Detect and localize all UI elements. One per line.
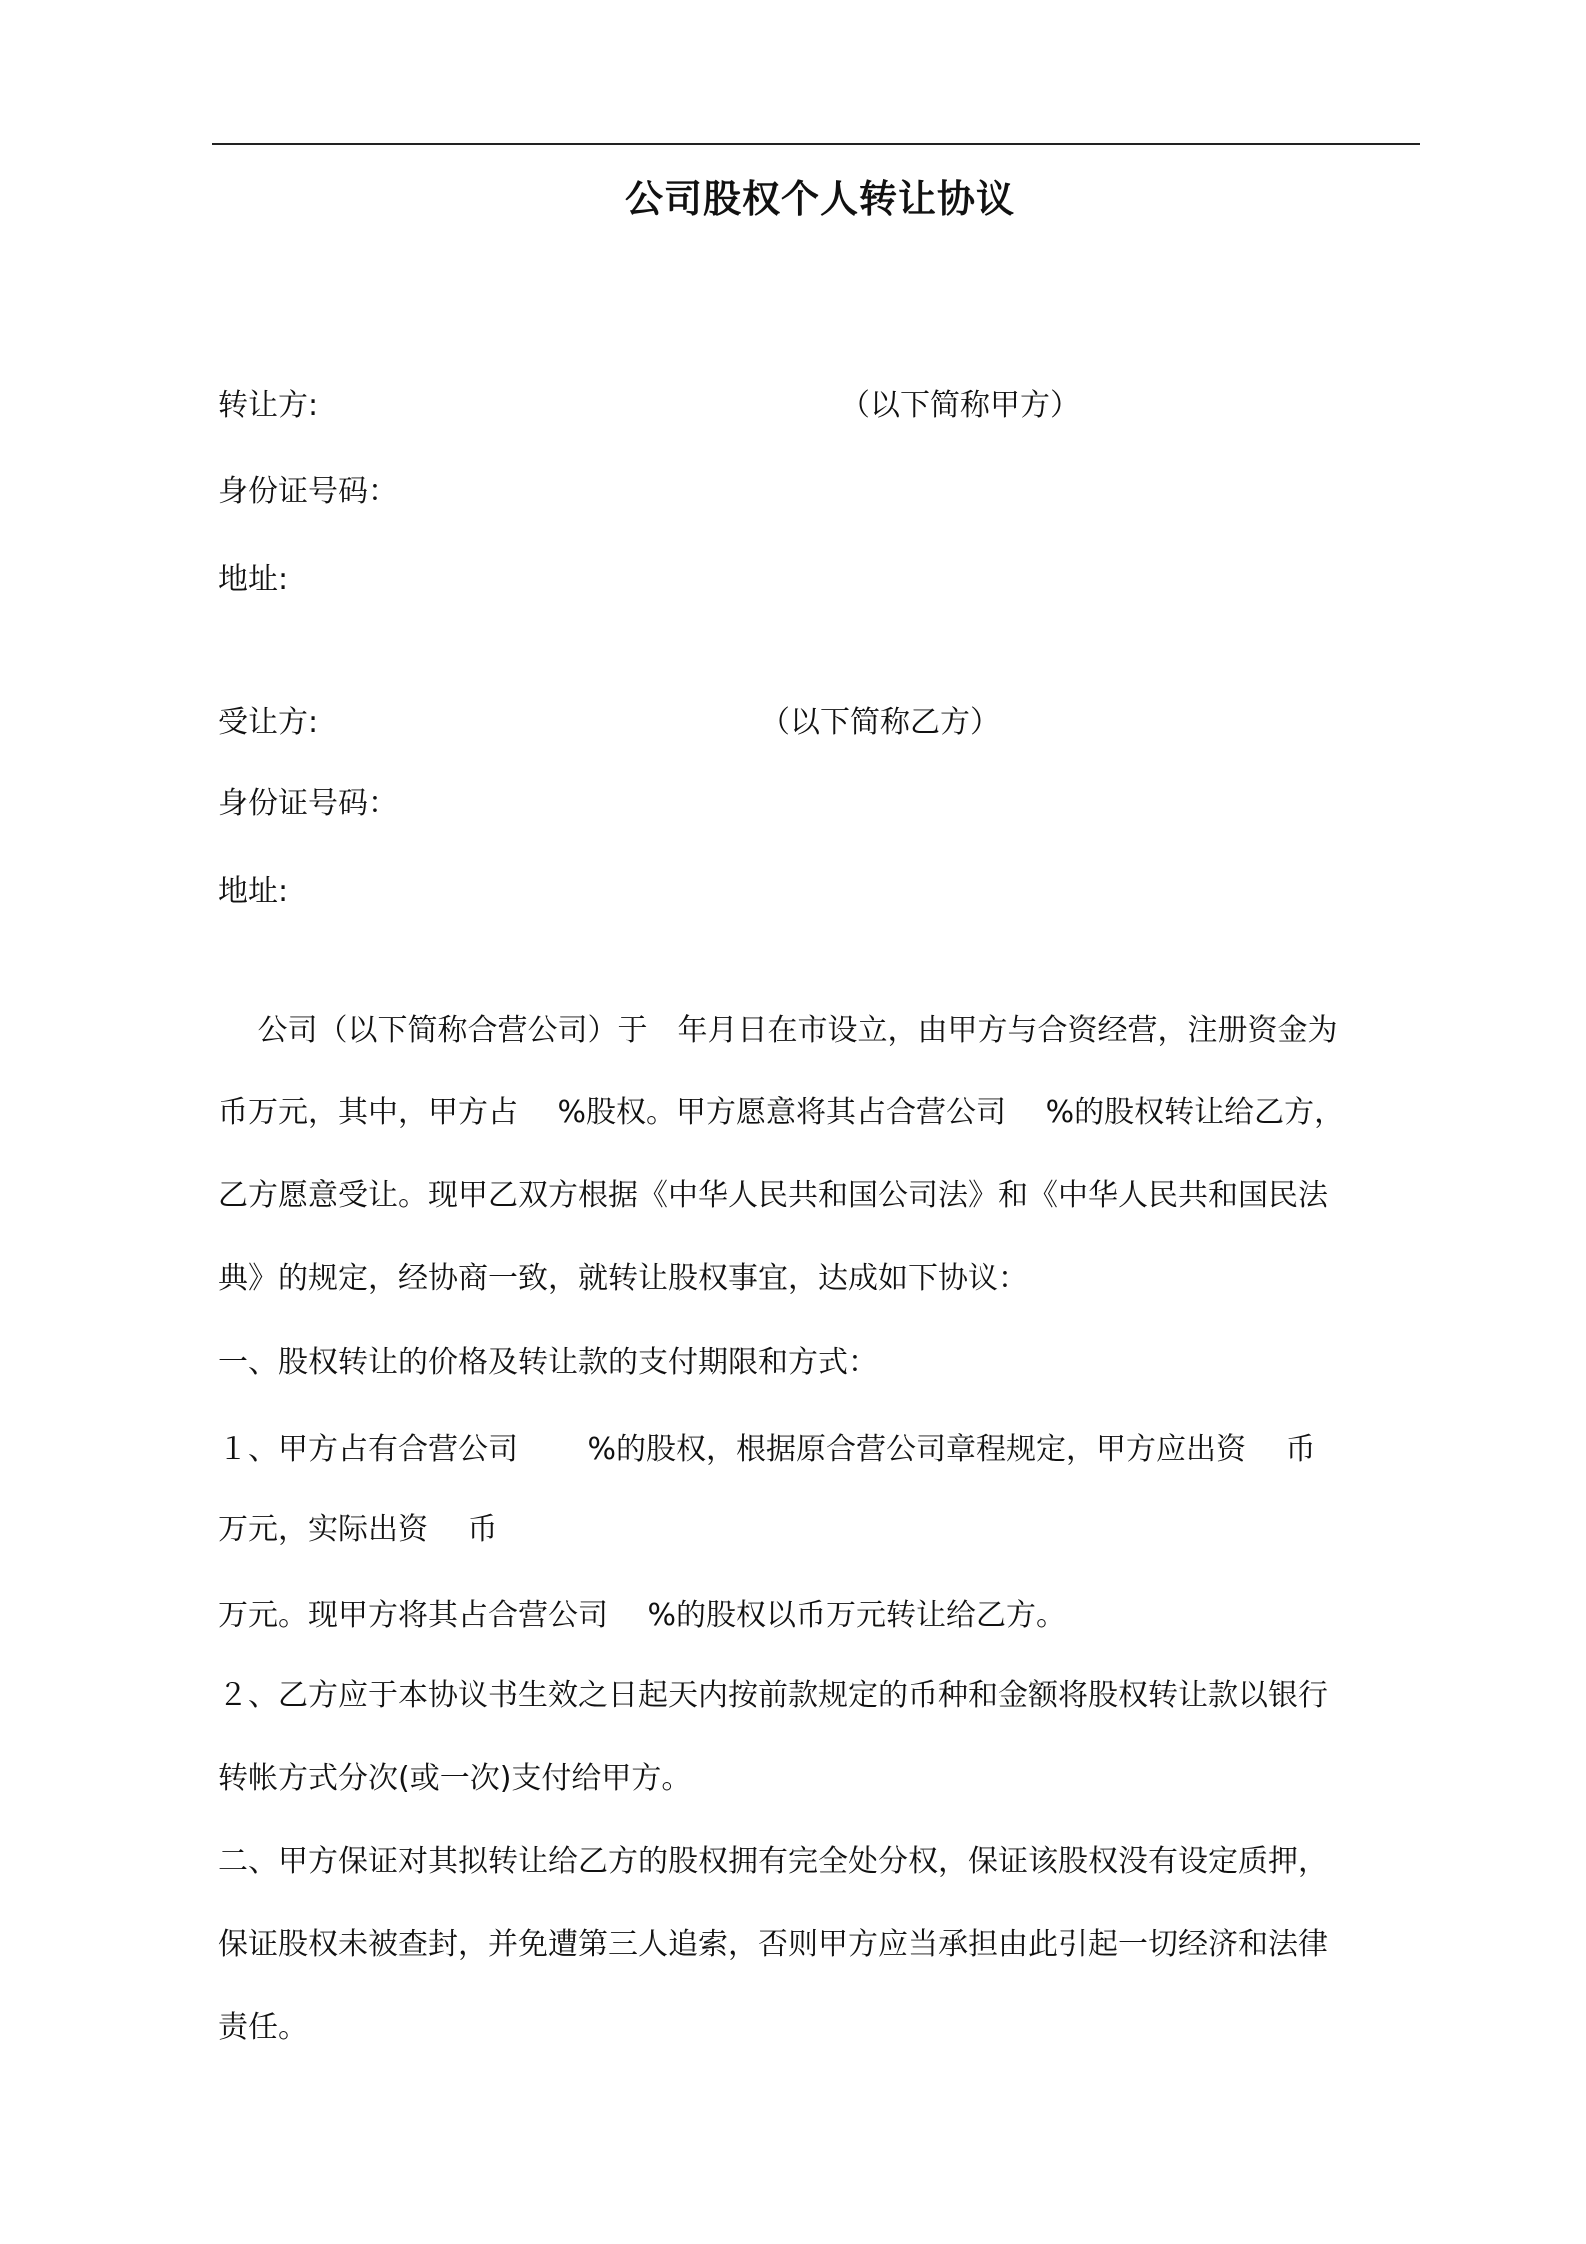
- party-b-address-label: 地址:: [218, 874, 289, 909]
- clause-line: ２、乙方应于本协议书生效之日起天内按前款规定的币种和金额将股权转让款以银行: [218, 1678, 1328, 1713]
- clause-line: 万元。现甲方将其占合营公司 %的股权以币万元转让给乙方。: [218, 1598, 1067, 1633]
- clause-line: 万元，实际出资 币: [218, 1512, 498, 1547]
- party-a-address-label: 地址:: [218, 562, 289, 597]
- clause-line: 转帐方式分次(或一次)支付给甲方。: [218, 1761, 692, 1796]
- body-line: 币万元，其中，甲方占 %股权。甲方愿意将其占合营公司 %的股权转让给乙方，: [218, 1095, 1345, 1130]
- party-b-id-label: 身份证号码：: [218, 786, 398, 821]
- section-heading: 一、股权转让的价格及转让款的支付期限和方式：: [218, 1345, 878, 1380]
- party-b-label: 受让方:: [218, 705, 319, 740]
- party-a-label: 转让方:: [218, 388, 319, 423]
- body-line: 公司（以下简称合营公司）于 年月日在市设立，由甲方与合资经营，注册资金为: [218, 1013, 1338, 1048]
- party-a-id-label: 身份证号码：: [218, 474, 398, 509]
- document-title: 公司股权个人转让协议: [624, 177, 1015, 221]
- party-b-alias: （以下简称乙方）: [760, 705, 1000, 740]
- party-a-alias: （以下简称甲方）: [840, 388, 1080, 423]
- clause-line: １、甲方占有合营公司 %的股权，根据原合营公司章程规定，甲方应出资 币: [218, 1432, 1316, 1467]
- section-heading: 二、甲方保证对其拟转让给乙方的股权拥有完全处分权，保证该股权没有设定质押，: [218, 1844, 1328, 1879]
- body-line: 典》的规定，经协商一致，就转让股权事宜，达成如下协议：: [218, 1261, 1028, 1296]
- header-rule: [212, 143, 1420, 145]
- body-line: 保证股权未被查封，并免遭第三人追索，否则甲方应当承担由此引起一切经济和法律: [218, 1927, 1328, 1962]
- body-line: 责任。: [218, 2010, 308, 2045]
- body-line: 乙方愿意受让。现甲乙双方根据《中华人民共和国公司法》和《中华人民共和国民法: [218, 1178, 1328, 1213]
